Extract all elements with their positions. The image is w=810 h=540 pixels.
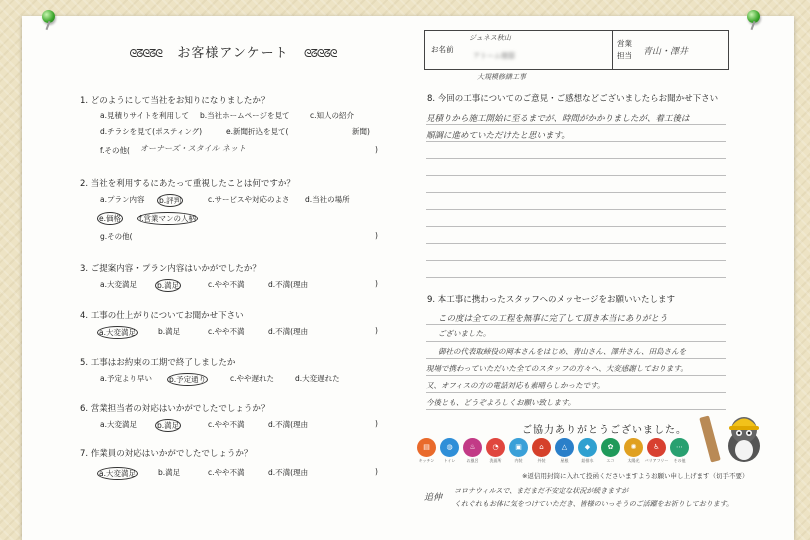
thanks-message: ご協力ありがとうございました。 bbox=[522, 425, 687, 436]
q3-option-c: c.やや不満 bbox=[208, 280, 245, 289]
postscript-line-1: コロナウィルスで、まだまだ不安定な状況が続きますが bbox=[454, 487, 629, 495]
mascot-icon bbox=[699, 406, 769, 466]
roof-icon: △ 屋根 bbox=[555, 438, 574, 457]
question-5: 5. 工事はお約束の工期で終了しましたか bbox=[80, 358, 236, 368]
water-icon-label: 給排水 bbox=[581, 458, 594, 463]
ornament-left: ᘓᘔᘓᘔᘓ bbox=[129, 47, 162, 60]
q9-answer-line-2: ございました。 bbox=[438, 329, 491, 338]
water-icon: ◆ 給排水 bbox=[578, 438, 597, 457]
name-value: ジュネス秋山 bbox=[469, 34, 511, 42]
survey-sheet bbox=[22, 16, 794, 540]
bath-icon-label: お風呂 bbox=[466, 458, 479, 463]
q4-option-d: d.不満(理由 bbox=[268, 327, 309, 336]
q5-option-c: c.やや遅れた bbox=[230, 374, 275, 383]
q7-option-a-wrap bbox=[100, 467, 138, 480]
q9-answer-line-3: 御社の代表取締役の岡本さんをはじめ、青山さん、澤井さん、田島さんを bbox=[438, 347, 687, 356]
other-icon-label: その他 bbox=[673, 458, 686, 463]
q4-option-d-close: ) bbox=[375, 326, 378, 335]
q1-option-d: d.チラシを見て(ポスティング) bbox=[100, 127, 203, 136]
q4-option-a-wrap bbox=[100, 326, 138, 339]
q5-option-b: b.予定通り bbox=[169, 375, 207, 384]
q6-option-a: a.大変満足 bbox=[100, 420, 137, 429]
info-divider bbox=[612, 31, 613, 69]
q9-answer-line-4: 現場で携わっていただいた全てのスタッフの方々へ、大変感謝しております。 bbox=[426, 364, 688, 373]
q4-option-b: b.満足 bbox=[158, 327, 181, 336]
name-blurred: アトーム様邸 bbox=[473, 52, 515, 60]
q2-option-c: c.サービスや対応のよさ bbox=[208, 195, 290, 204]
exterior-icon: ⌂ 外装 bbox=[532, 438, 551, 457]
q1-other-answer: オーナーズ・スタイル ネット bbox=[140, 144, 246, 153]
pushpin-icon bbox=[42, 10, 55, 23]
ornament-right: ᘓᘔᘓᘔᘓ bbox=[304, 47, 337, 60]
q1-option-b: b.当社ホームページを見て bbox=[200, 111, 290, 120]
kitchen-icon-label: キッチン bbox=[418, 458, 435, 463]
page-title bbox=[88, 42, 378, 61]
eco-icon: ✿ エコ bbox=[601, 438, 620, 457]
q1-option-e: e.新聞折込を見て( bbox=[226, 127, 289, 136]
washroom-icon-label: 洗面所 bbox=[489, 458, 502, 463]
question-9: 9. 本工事に携わったスタッフへのメッセージをお願いいたします bbox=[427, 295, 676, 305]
q6-option-c: c.やや不満 bbox=[208, 420, 245, 429]
toilet-icon: ◍ トイレ bbox=[440, 438, 459, 457]
q9-answer-line-5: 又、オフィスの方の電話対応も素晴らしかったです。 bbox=[426, 381, 605, 390]
q2-option-d: d.当社の場所 bbox=[305, 195, 350, 204]
bath-icon: ♨ お風呂 bbox=[463, 438, 482, 457]
postscript-label: 追伸 bbox=[424, 493, 443, 503]
toilet-icon-label: トイレ bbox=[443, 458, 456, 463]
q1-option-f: f.その他( bbox=[100, 146, 130, 155]
q6-option-d: d.不満(理由 bbox=[268, 420, 309, 429]
q1-option-a: a.見積りサイトを利用して bbox=[100, 111, 189, 120]
q5-option-b-wrap bbox=[170, 373, 208, 386]
postscript-line-2: くれぐれもお体に気をつけていただき、皆様のいっそうのご活躍をお祈りしております。 bbox=[454, 500, 734, 508]
q4-option-c: c.やや不満 bbox=[208, 327, 245, 336]
washroom-icon: ◔ 洗面所 bbox=[486, 438, 505, 457]
question-2: 2. 当社を利用するにあたって重視したことは何ですか？ bbox=[80, 179, 295, 189]
q5-option-d: d.大変遅れた bbox=[295, 374, 340, 383]
q2-option-e-wrap bbox=[100, 212, 123, 225]
interior-icon: ▣ 内装 bbox=[509, 438, 528, 457]
q1-option-c: c.知人の紹介 bbox=[310, 111, 355, 120]
exterior-icon-label: 外装 bbox=[537, 458, 546, 463]
q2-option-f: f.営業マンの人柄 bbox=[139, 214, 196, 223]
sales-label-2: 担当 bbox=[617, 51, 632, 60]
q6-option-b: b.満足 bbox=[157, 421, 180, 430]
q2-option-g: g.その他( bbox=[100, 232, 133, 241]
q9-answer-line-6: 今後とも、どうぞよろしくお願い致します。 bbox=[426, 398, 576, 407]
barrier-free-icon-label: バリアフリー bbox=[644, 458, 669, 463]
q2-option-b-wrap bbox=[160, 194, 183, 207]
return-envelope-note: ※返信用封筒に入れて投函くださいますようお願い申し上げます（切手不要） bbox=[522, 472, 749, 480]
q3-option-b: b.満足 bbox=[157, 281, 180, 290]
interior-icon-label: 内装 bbox=[514, 458, 523, 463]
q2-option-f-wrap bbox=[140, 212, 198, 225]
q6-option-d-close: ) bbox=[375, 419, 378, 428]
solar-icon: ✺ 太陽光 bbox=[624, 438, 643, 457]
q6-option-b-wrap bbox=[158, 419, 181, 432]
q8-answer-line-2: 順調に進めていただけたと思います。 bbox=[426, 131, 570, 141]
q7-option-d: d.不満(理由 bbox=[268, 468, 309, 477]
q1-option-e-suffix: 新聞) bbox=[352, 127, 370, 136]
q2-option-g-close: ) bbox=[375, 231, 378, 240]
q3-option-d: d.不満(理由 bbox=[268, 280, 309, 289]
q4-option-a: a.大変満足 bbox=[99, 328, 136, 337]
sales-label-1: 営業 bbox=[617, 39, 632, 48]
title-text: お客様アンケート bbox=[177, 46, 289, 61]
barrier-free-icon: ♿ バリアフリー bbox=[647, 438, 666, 457]
other-icon: ⋯ その他 bbox=[670, 438, 689, 457]
q1-option-f-close: ) bbox=[375, 145, 378, 154]
q7-option-a: a.大変満足 bbox=[99, 469, 136, 478]
q3-option-b-wrap bbox=[158, 279, 181, 292]
question-6: 6. 営業担当者の対応はいかがでしたでしょうか？ bbox=[80, 404, 270, 414]
question-3: 3. ご提案内容・プラン内容はいかがでしたか？ bbox=[80, 264, 261, 274]
q7-option-c: c.やや不満 bbox=[208, 468, 245, 477]
q8-answer-line-1: 見積りから施工開始に至るまでが、時間がかかりましたが、着工後は bbox=[426, 114, 690, 124]
question-8: 8. 今回の工事についてのご意見・ご感想などございましたらお聞かせ下さい bbox=[427, 94, 719, 104]
solar-icon-label: 太陽光 bbox=[627, 458, 640, 463]
q2-option-e: e.価格 bbox=[99, 214, 121, 223]
question-7: 7. 作業員の対応はいかがでしたでしょうか？ bbox=[80, 449, 253, 459]
q3-option-a: a.大変満足 bbox=[100, 280, 137, 289]
work-type: 大規模修繕工事 bbox=[477, 73, 526, 81]
eco-icon-label: エコ bbox=[606, 458, 615, 463]
q2-option-a: a.プラン内容 bbox=[100, 195, 145, 204]
sales-value: 青山・澤井 bbox=[643, 47, 689, 57]
roof-icon-label: 屋根 bbox=[560, 458, 569, 463]
q2-option-b: b.評判 bbox=[159, 196, 182, 205]
name-label: お名前 bbox=[431, 45, 454, 54]
pushpin-icon bbox=[747, 10, 760, 23]
q9-answer-line-1: この度は全ての工程を無事に完了して頂き本当にありがとう bbox=[438, 314, 668, 324]
question-1: 1. どのようにして当社をお知りになりましたか？ bbox=[80, 96, 270, 106]
q5-option-a: a.予定より早い bbox=[100, 374, 152, 383]
q7-option-b: b.満足 bbox=[158, 468, 181, 477]
q7-option-d-close: ) bbox=[375, 467, 378, 476]
customer-info-box bbox=[424, 30, 729, 70]
kitchen-icon: ▤ キッチン bbox=[417, 438, 436, 457]
question-4: 4. 工事の仕上がりについてお聞かせ下さい bbox=[80, 311, 244, 321]
q3-option-d-close: ) bbox=[375, 279, 378, 288]
